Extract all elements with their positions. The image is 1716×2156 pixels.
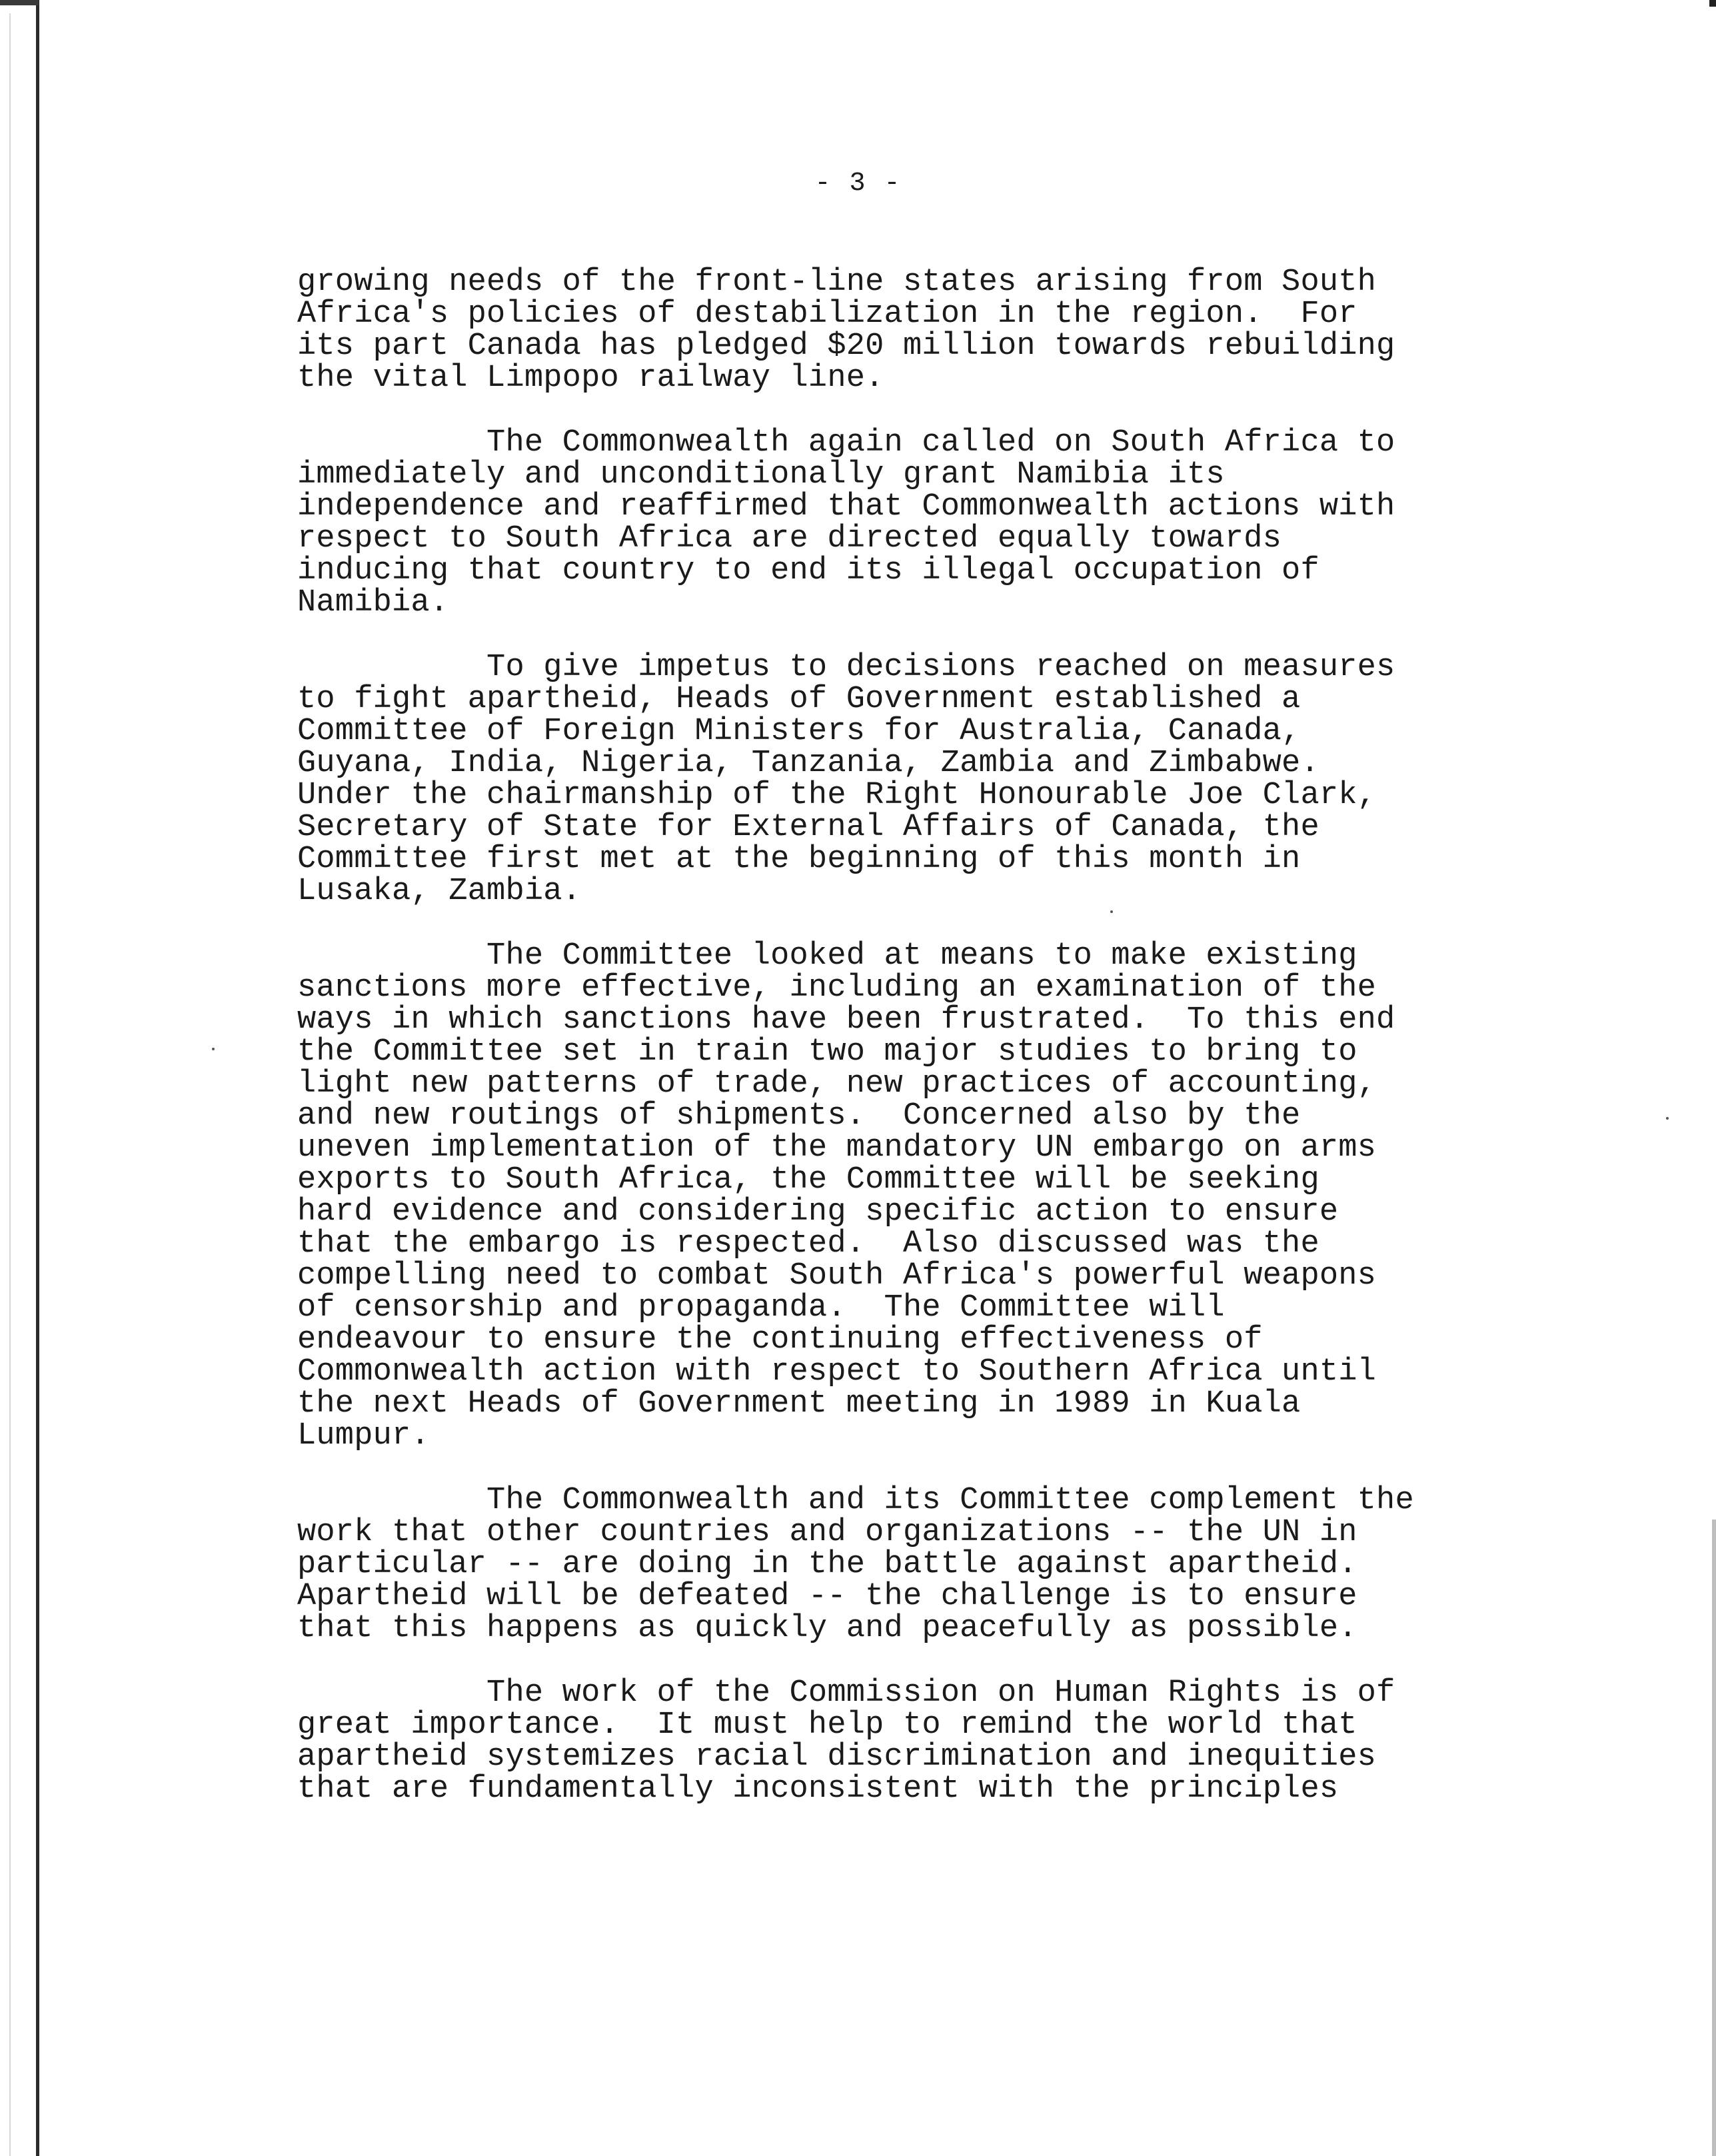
text-line: light new patterns of trade, new practices of accounting, [297,1066,1377,1102]
text-line: apartheid systemizes racial discrimination and inequities [297,1739,1377,1775]
text-line: its part Canada has pledged $20 million towards rebuilding [297,329,1395,364]
text-line: hard evidence and considering specific action to ensure [297,1194,1339,1230]
text-line: exports to South Africa, the Committee will be seeking [297,1162,1319,1198]
text-line: that the embargo is respected. Also discussed was the [297,1226,1319,1262]
scan-speck [212,1048,215,1050]
text-line: Secretary of State for External Affairs of Canada, the [297,810,1319,845]
text-line: endeavour to ensure the continuing effectiveness of [297,1322,1263,1358]
scan-corner-mark-right [1709,0,1716,7]
scan-binding-edge [36,0,39,2156]
paragraph-4 [297,940,1443,1452]
scan-speck [1666,1117,1669,1120]
page-number: - 3 - [814,169,902,199]
text-line: work that other countries and organizations -- the UN in [297,1515,1357,1550]
text-line: The Committee looked at means to make existing [297,938,1357,974]
scan-edge-faint [9,13,11,2156]
scan-right-edge [1712,1520,1716,2156]
text-line: Committee of Foreign Ministers for Australia, Canada, [297,714,1301,749]
text-line: Namibia. [297,585,449,620]
body-text [297,267,1443,1838]
text-line: To give impetus to decisions reached on measures [297,650,1395,685]
text-line: particular -- are doing in the battle against apartheid. [297,1547,1357,1582]
paragraph-3 [297,652,1443,908]
paragraph-2 [297,427,1443,619]
text-line: ways in which sanctions have been frustrated. To this end [297,1002,1395,1038]
text-line: the Committee set in train two major studies to bring to [297,1034,1357,1070]
text-line: of censorship and propaganda. The Committee will [297,1290,1225,1326]
text-line: to fight apartheid, Heads of Government established a [297,682,1301,717]
text-line: Committee first met at the beginning of this month in [297,842,1301,877]
text-line: independence and reaffirmed that Commonwealth actions with [297,489,1395,525]
text-line: Guyana, India, Nigeria, Tanzania, Zambia and Zimbabwe. [297,746,1319,781]
text-line: growing needs of the front-line states arising from South [297,265,1377,300]
text-line: the next Heads of Government meeting in 1989 in Kuala [297,1386,1301,1422]
paragraph-5 [297,1485,1443,1645]
text-line: Lusaka, Zambia. [297,874,582,909]
text-line: sanctions more effective, including an examination of the [297,970,1377,1006]
text-line: Lumpur. [297,1418,430,1454]
text-line: Africa's policies of destabilization in the region. For [297,297,1357,332]
text-line: Commonwealth action with respect to Southern Africa until [297,1354,1377,1390]
text-line: respect to South Africa are directed equally towards [297,521,1282,556]
text-line: The Commonwealth again called on South Africa to [297,425,1395,461]
text-line: that are fundamentally inconsistent with the principles [297,1771,1339,1807]
text-line: uneven implementation of the mandatory UN embargo on arms [297,1130,1377,1166]
text-line: Under the chairmanship of the Right Honourable Joe Clark, [297,778,1377,813]
text-line: inducing that country to end its illegal occupation of [297,553,1319,588]
text-line: that this happens as quickly and peacefully as possible. [297,1611,1357,1646]
text-line: immediately and unconditionally grant Namibia its [297,457,1225,493]
scan-corner-mark [0,0,39,5]
text-line: the vital Limpopo railway line. [297,361,884,396]
text-line: great importance. It must help to remind the world that [297,1707,1357,1743]
paragraph-6 [297,1677,1443,1805]
paragraph-1 [297,267,1443,395]
text-line: compelling need to combat South Africa's powerful weapons [297,1258,1377,1294]
text-line: Apartheid will be defeated -- the challenge is to ensure [297,1579,1357,1614]
text-line: The work of the Commission on Human Rights is of [297,1675,1395,1711]
text-line: The Commonwealth and its Committee complement the [297,1483,1414,1518]
text-line: and new routings of shipments. Concerned also by the [297,1098,1301,1134]
